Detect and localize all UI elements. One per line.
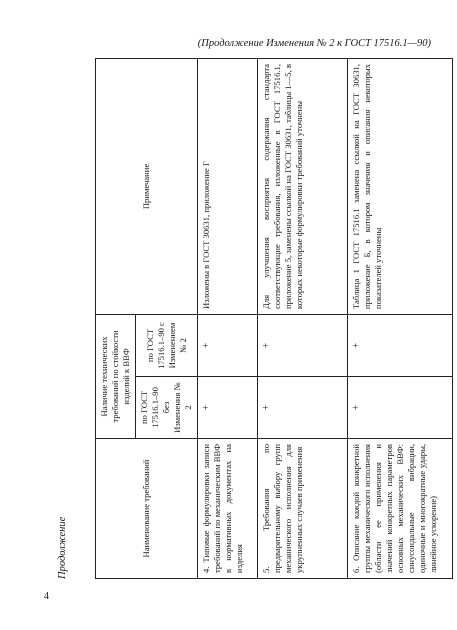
requirements-table	[95, 58, 453, 579]
requirement-cell: 6. Описание каждой конкретной группы механического исполнения (области ее применения и значений конкретных параметров основных механических ВВФ: синусоидальные вибрации, одиночные и многократные удары, линейное ускорение)	[348, 439, 453, 579]
table-row	[348, 59, 453, 579]
mark-cell: +	[348, 315, 453, 377]
page-number: 4	[44, 591, 49, 602]
col-header-name: Наименование требований	[96, 439, 198, 579]
table-row	[198, 59, 258, 579]
note-cell: Изложены в ГОСТ 30631, приложение Г	[198, 59, 258, 315]
mark-cell: +	[258, 315, 348, 377]
col-header-note: Примечание	[96, 59, 198, 315]
col-header-with-change: по ГОСТ 17516.1–90 с Изменением № 2	[136, 315, 198, 377]
col-header-group: Наличие технических требований по стойкости изделий к ВВФ	[96, 315, 136, 439]
requirement-cell: 5. Требования по предварительному выбору групп механического исполнения для укрупненных случаев применения	[258, 439, 348, 579]
mark-cell: +	[198, 377, 258, 439]
page-header: (Продолжение Изменения № 2 к ГОСТ 17516.1—90)	[197, 38, 431, 49]
continuation-label: Продолжение	[57, 516, 68, 579]
note-cell: Таблица 1 ГОСТ 17516.1 заменена ссылкой на ГОСТ 30631, приложение Б, в котором значения и описания некоторых показателей уточнены	[348, 59, 453, 315]
table-row	[258, 59, 348, 579]
rotated-table-block	[57, 59, 438, 579]
note-cell: Для улучшения восприятия содержания стандарта соответствующие требования, изложенные в ГОСТ 17516.1, приложение 5, заменены ссылкой на ГОСТ 30631, таблицы 1—5, в которых некоторые формулировки требований уточнены	[258, 59, 348, 315]
mark-cell: +	[258, 377, 348, 439]
requirement-cell: 4. Типовые формулировки записи требований по механическим ВВФ в нормативных документах на изделия	[198, 439, 258, 579]
col-header-without-change: по ГОСТ 17516.1–90 без Изменения № 2	[136, 377, 198, 439]
mark-cell: +	[198, 315, 258, 377]
mark-cell: +	[348, 377, 453, 439]
